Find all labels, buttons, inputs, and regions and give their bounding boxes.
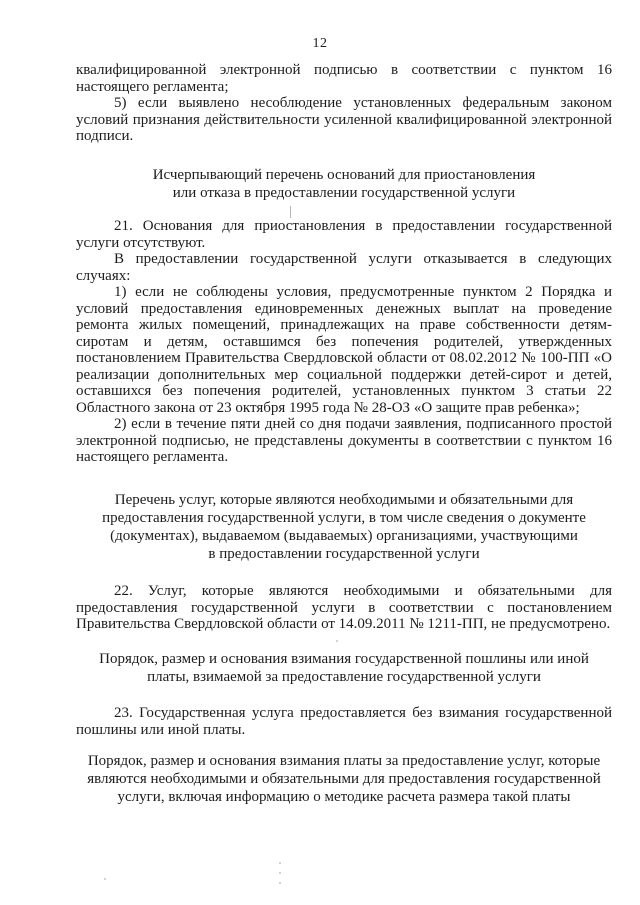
heading-2-line-3: (документах), выдаваемом (выдаваемых) организациями, участвующими: [110, 528, 578, 544]
heading-grounds-for-refusal: [76, 166, 612, 202]
item-5-paragraph: 5) если выявлено несоблюдение установленных федеральным законом условий признания действительности усиленной квалифицированной электронной подписи.: [76, 95, 612, 144]
scan-speck: [336, 640, 338, 642]
section-21: [76, 218, 612, 466]
section-21-item-2: 2) если в течение пяти дней со дня подачи заявления, подписанного простой электронной подписью, не представлены документы в соответствии с пунктом 16 настоящего регламента.: [76, 416, 612, 465]
section-21-paragraph-2: В предоставлении государственной услуги отказывается в следующих случаях:: [76, 251, 612, 284]
section-23-paragraph: 23. Государственная услуга предоставляется без взимания государственной пошлины или иной платы.: [76, 705, 612, 738]
heading-1-line-2: или отказа в предоставлении государственной услуги: [172, 185, 516, 201]
scan-speck: [279, 862, 281, 864]
heading-2-line-2: предоставления государственной услуги, в том числе сведения о документе: [102, 510, 586, 526]
continuation-paragraph: квалифицированной электронной подписью в соответствии с пунктом 16 настоящего регламента;: [76, 62, 612, 95]
heading-2-line-1: Перечень услуг, которые являются необходимыми и обязательными для: [114, 492, 574, 508]
section-21-paragraph-1: 21. Основания для приостановления в предоставлении государственной услуги отсутствуют.: [76, 218, 612, 251]
scan-speck: [104, 878, 106, 880]
heading-4-line-2: являются необходимыми и обязательными для предоставления государственной: [87, 771, 601, 787]
scan-speck: [279, 872, 281, 874]
heading-1-line-1: Исчерпывающий перечень оснований для приостановления: [152, 167, 536, 183]
section-22: [76, 583, 612, 633]
section-22-paragraph: 22. Услуг, которые являются необходимыми и обязательными для предоставления государственной услуги в соответствии с постановлением Правительства Свердловской области от 14.09.2011 № 1211-ПП, не предусмотрено.: [76, 583, 612, 632]
heading-3-line-1: Порядок, размер и основания взимания государственной пошлины или иной: [99, 651, 589, 667]
section-23: [76, 705, 612, 738]
heading-fee-for-required-services: [76, 752, 612, 806]
heading-4-line-1: Порядок, размер и основания взимания платы за предоставление услуг, которые: [87, 753, 601, 769]
scan-speck: [279, 882, 281, 884]
page-number: 12: [312, 36, 328, 51]
top-fragment: [76, 62, 612, 145]
heading-4-line-3: услуги, включая информацию о методике расчета размера такой платы: [117, 789, 571, 805]
heading-3-line-2: платы, взимаемой за предоставление государственной услуги: [147, 669, 541, 685]
heading-required-services: [76, 491, 612, 563]
scan-mark: [290, 206, 291, 218]
section-21-item-1: 1) если не соблюдены условия, предусмотренные пунктом 2 Порядка и условий предоставления единовременных денежных выплат на проведение ремонта жилых помещений, принадлежащих на праве собственности детям-сиротам и детям, оставшимся без попечения родителей, утвержденных постановлением Правительства Свердловской области от 08.02.2012 № 100-ПП «О реализации дополнительных мер социальной поддержки детей-сирот и детей, оставшихся без попечения родителей, установленных пунктом 3 статьи 22 Областного закона от 23 октября 1995 года № 28-ОЗ «О защите прав ребенка»;: [76, 284, 612, 416]
heading-2-line-4: в предоставлении государственной услуги: [208, 546, 480, 562]
heading-state-fee: [76, 650, 612, 686]
